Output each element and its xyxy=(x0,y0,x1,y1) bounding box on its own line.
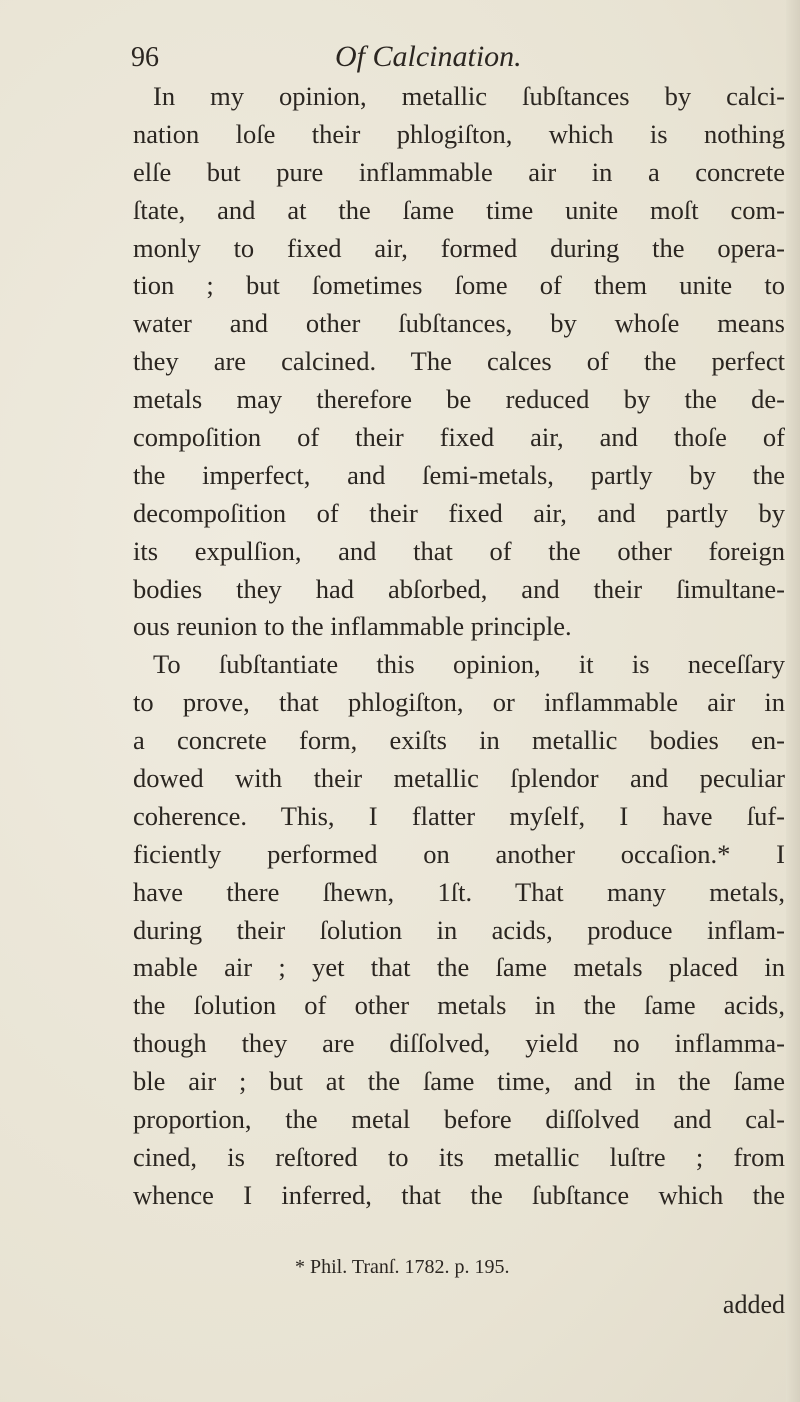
text-line: ſtate, and at the ſame time unite moſt com- xyxy=(133,194,785,225)
text-line: ous reunion to the inflammable principle. xyxy=(133,611,572,642)
text-line: metals may therefore be reduced by the de- xyxy=(133,384,785,415)
text-line: a concrete form, exiſts in metallic bodies en- xyxy=(133,725,785,756)
text-line: the imperfect, and ſemi-metals, partly by the xyxy=(133,459,785,490)
text-line: they are calcined. The calces of the perfect xyxy=(133,346,785,377)
text-line: ble air ; but at the ſame time, and in the ſame xyxy=(133,1066,785,1097)
text-line: cined, is reſtored to its metallic luſtre ; from xyxy=(133,1141,785,1172)
text-line: elſe but pure inflammable air in a concrete xyxy=(133,156,785,187)
running-title: Of Calcination. xyxy=(335,40,522,73)
text-line: its expulſion, and that of the other foreign xyxy=(133,535,785,566)
catchword: added xyxy=(722,1290,785,1319)
text-line: nation loſe their phlogiſton, which is nothing xyxy=(133,118,785,149)
text-line: proportion, the metal before diſſolved and cal- xyxy=(133,1104,785,1135)
footnote: * Phil. Tranſ. 1782. p. 195. xyxy=(295,1256,510,1278)
text-line: coherence. This, I flatter myſelf, I have ſuf- xyxy=(133,800,785,831)
text-line: decompoſition of their fixed air, and partly by xyxy=(133,497,785,528)
text-line: the ſolution of other metals in the ſame acids, xyxy=(133,990,785,1021)
text-line: whence I inferred, that the ſubſtance which the xyxy=(133,1179,785,1210)
text-line: water and other ſubſtances, by whoſe means xyxy=(133,308,785,339)
text-line: during their ſolution in acids, produce inflam- xyxy=(133,914,785,945)
text-line: compoſition of their fixed air, and thoſe of xyxy=(133,422,785,453)
page-number: 96 xyxy=(131,42,159,73)
text-line: monly to fixed air, formed during the opera- xyxy=(133,232,785,263)
text-line: dowed with their metallic ſplendor and peculiar xyxy=(133,763,785,794)
page-gutter-shadow xyxy=(786,0,800,1402)
text-line: have there ſhewn, 1ſt. That many metals, xyxy=(133,876,785,907)
text-line: In my opinion, metallic ſubſtances by calci- xyxy=(153,81,785,111)
text-line: mable air ; yet that the ſame metals placed in xyxy=(133,952,785,983)
text-line: bodies they had abſorbed, and their ſimultane- xyxy=(133,573,785,604)
text-line: tion ; but ſometimes ſome of them unite to xyxy=(133,270,785,301)
text-line: To ſubſtantiate this opinion, it is neceſſary xyxy=(153,649,785,680)
text-line: to prove, that phlogiſton, or inflammable air in xyxy=(133,687,785,718)
text-line: though they are diſſolved, yield no inflamma- xyxy=(133,1028,785,1059)
text-line: ficiently performed on another occaſion.* I xyxy=(133,838,785,869)
body-text xyxy=(133,78,785,1215)
